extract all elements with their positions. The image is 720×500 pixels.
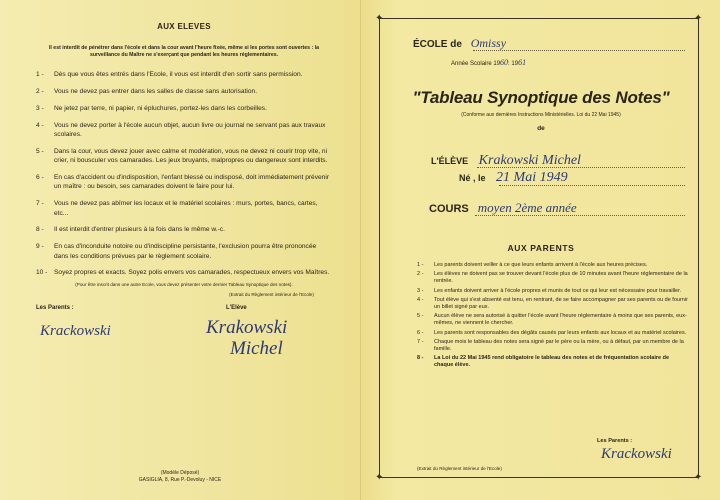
eleve-signature-line-1: Krakowski: [206, 316, 288, 338]
rule-text: Les enfants doivent arriver à l'école propres et munis de tout ce qui leur est nécessaire pour travailler.: [434, 287, 682, 294]
ecole-dotted-line: [473, 50, 685, 51]
rule-item: [36, 104, 332, 113]
printer-credit: [0, 470, 360, 484]
rule-text: Dès que vous êtes entrés dans l'Ecole, il vous est interdit d'en sortir sans permission.: [54, 71, 303, 79]
left-rules-list: [36, 70, 332, 278]
document-subtitle: (Conforme aux dernières Instructions Ministérielles. Loi du 22 Mai 1945): [461, 112, 621, 118]
left-signature-area: [36, 297, 332, 377]
eleve-field-label: L'ÉLÈVE: [431, 156, 469, 166]
left-title: AUX ELEVES: [157, 22, 211, 31]
rule-text: La Loi du 22 Mai 1945 rend obligatoire le tableau des notes et de fréquentation scolaire de chaque élève.: [434, 355, 670, 369]
rule-text: Il est interdit d'entrer plusieurs à la fois dans le même w.-c.: [54, 226, 225, 234]
rule-item: [36, 87, 332, 96]
rule-item: [413, 288, 688, 295]
rule-text: Les parents doivent veiller à ce que leurs enfants arrivent à l'école aux heures précises.: [434, 262, 648, 268]
rule-number: 6 -: [417, 329, 424, 336]
rule-number: 3 -: [36, 104, 44, 112]
eleve-signature-line-2: Michel: [230, 337, 283, 359]
rule-number: 4 -: [417, 297, 424, 304]
rule-text: Tout élève qui s'est absenté est tenu, en rentrant, de se faire accompagner par ses parents ou de fournir un billet signé par eux.: [434, 297, 688, 311]
right-parents-signature: Krackowski: [601, 446, 672, 462]
printer-line-2: GASIGLIA, 8, Rue P.-Devoluy - NICE: [138, 477, 222, 483]
rule-item: [36, 70, 332, 79]
rule-number: 1 -: [36, 71, 44, 79]
ecole-label: ÉCOLE de: [413, 39, 462, 50]
rule-number: 10 -: [36, 269, 48, 277]
cours-value: moyen 2ème année: [477, 200, 577, 215]
annee-separator: : 19: [508, 61, 519, 67]
rule-text: Vous ne devez porter à l'école aucun objet, aucun livre ou journal ne servant pas aux travaux scolaires.: [54, 121, 326, 138]
corner-ornament-icon: ✦: [694, 13, 703, 24]
rule-number: 5 -: [417, 313, 424, 320]
rule-text: Chaque mois le tableau des notes sera signé par le père ou la mère, ou à défaut, par un membre de la famille.: [434, 339, 684, 353]
rule-item: [413, 355, 688, 369]
rule-number: 2 -: [36, 87, 44, 95]
rule-number: 1 -: [417, 262, 424, 268]
right-page: [360, 0, 720, 500]
left-note: (Pour être inscrit dans une autre Ecole, vous devez présenter votre dernier Tableau Synoptique des notes).: [75, 282, 293, 288]
rule-text: Les parents sont responsables des dégâts causés par leurs enfants aux locaux et au matériel scolaires.: [434, 329, 687, 336]
annee-end: 61: [518, 58, 527, 67]
rule-text: Vous ne devez pas abîmer les locaux et le matériel scolaires : murs, portes, bancs, cartes, etc...: [54, 200, 318, 217]
birth-label: Né , le: [459, 173, 486, 183]
annee-row: [451, 58, 526, 67]
left-extract: (Extrait du Règlement intérieur de l'Ecole): [229, 291, 314, 297]
ecole-value: Omissy: [470, 36, 507, 50]
parents-signature: Krackowski: [40, 322, 111, 339]
rule-item: [36, 121, 332, 140]
rule-text: Soyez propres et exacts. Soyez polis envers vos camarades, respectueux envers vos Maîtres.: [54, 269, 330, 277]
left-intro: Il est interdit de pénétrer dans l'école et dans la cour avant l'heure fixée, même si les portes sont ouvertes : la surveillance du Maître ne s'exerçant que pendant les heures réglementaires.: [48, 45, 319, 58]
rule-item: [413, 271, 688, 285]
rule-text: Vous ne devez pas entrer dans les salles de classe sans autorisation.: [54, 87, 258, 95]
rule-number: 8 -: [36, 226, 44, 234]
de-label: de: [537, 125, 545, 132]
birth-row: [459, 170, 568, 186]
birth-dotted-line: [499, 185, 685, 186]
rule-item: [413, 330, 688, 337]
rule-item: [36, 225, 332, 234]
corner-ornament-icon: ✦: [375, 472, 384, 483]
rule-item: [36, 242, 332, 261]
eleve-label: L'Elève: [226, 304, 247, 311]
rule-number: 7 -: [417, 339, 424, 346]
annee-label: Année Scolaire 19: [451, 61, 501, 67]
rule-text: Aucun élève ne sera autorisé à quitter l'école avant l'heure réglementaire à moins que ses parents, eux-mêmes, ne viennent le chercher.: [434, 313, 687, 327]
eleve-dotted-line: [477, 167, 685, 168]
rule-item: [36, 268, 332, 277]
corner-ornament-icon: ✦: [694, 472, 703, 483]
printer-line-1: (Modèle Déposé): [160, 470, 200, 476]
rule-item: [413, 262, 688, 269]
ecole-row: [413, 36, 506, 51]
rule-number: 8 -: [417, 355, 424, 362]
rule-text: Dans la cour, vous devez jouer avec calme et modération, vous ne devez ni courir trop vite, ni crier, ni bousculer vos camarades. Les jeux bruyants, malpropres ou dangereux sont interdits.: [54, 147, 328, 165]
right-extract: (Extrait du Règlement intérieur de l'Ecole): [417, 466, 502, 471]
eleve-field-value: Krakowski Michel: [478, 153, 581, 168]
rule-text: Ne jetez par terre, ni papier, ni épluchures, portez-les dans les corbeilles.: [54, 104, 267, 112]
rule-number: 4 -: [36, 121, 44, 129]
cours-row: [429, 200, 577, 216]
rule-item: [36, 173, 332, 192]
rule-text: En cas d'inconduite notoire ou d'indiscipline persistante, l'exclusion pourra être prononcée dans les conditions prévues par le règlement scolaire.: [54, 243, 317, 260]
annee-start: 60: [500, 58, 509, 67]
rule-number: 9 -: [36, 243, 44, 251]
rule-number: 2 -: [417, 271, 424, 278]
rule-item: [36, 147, 332, 166]
parents-rules-list: [413, 262, 688, 372]
parents-label: Les Parents :: [36, 304, 74, 311]
document-title: "Tableau Synoptique des Notes": [412, 88, 670, 107]
rule-item: [413, 339, 688, 353]
aux-parents-heading: AUX PARENTS: [507, 243, 575, 253]
cours-dotted-line: [475, 215, 685, 216]
rule-number: 7 -: [36, 200, 44, 208]
corner-ornament-icon: ✦: [375, 13, 384, 24]
rule-text: En cas d'accident ou d'indisposition, l'enfant blessé ou indisposé, doit immédiatement prévenir un maître : ou besoin, ses camarades doivent le faire pour lui.: [54, 173, 330, 191]
rule-item: [36, 199, 332, 218]
rule-number: 5 -: [36, 147, 44, 155]
rule-item: [413, 297, 688, 311]
right-parents-label: Les Parents :: [597, 438, 633, 444]
rule-number: 6 -: [36, 173, 44, 181]
rule-number: 3 -: [417, 287, 424, 294]
rule-text: Les élèves ne doivent pas se trouver devant l'école plus de 10 minutes avant l'heure réglementaire de la rentrée.: [434, 271, 688, 285]
cours-label: COURS: [429, 203, 469, 215]
birth-value: 21 Mai 1949: [496, 170, 568, 185]
rule-item: [413, 313, 688, 327]
